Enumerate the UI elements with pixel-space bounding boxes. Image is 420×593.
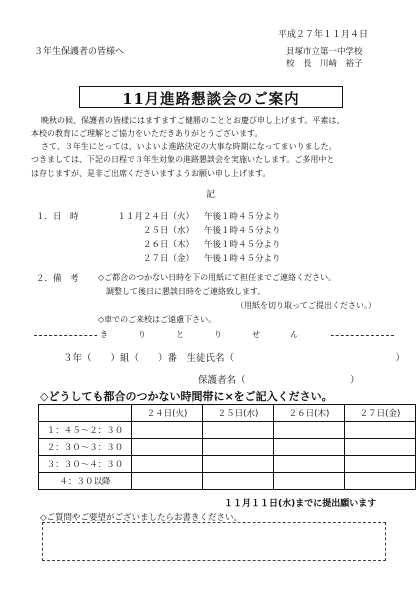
page-title: 11月進路懇談会のご案内: [122, 91, 300, 108]
availability-cell[interactable]: [132, 456, 203, 473]
availability-cell[interactable]: [132, 422, 203, 439]
time-slot-label: ４：３０以降: [39, 473, 132, 490]
ki-heading: 記: [206, 190, 216, 200]
availability-cell[interactable]: [274, 456, 345, 473]
note-line: ◇ご都合のつかない日時を下の用紙にて担任までご連絡ください。: [98, 273, 337, 282]
comments-label: ◇ご質問やご要望がございましたらお書きください。: [40, 513, 243, 523]
availability-cell[interactable]: [345, 422, 416, 439]
body-line: つきましては、下記の日程で３年生対象の進路懇談会を実施いたします。ご多用中と: [31, 155, 335, 165]
title-box: [79, 86, 343, 108]
schedule-row: [116, 210, 316, 222]
body-line: さて、３年生にとっては、いよいよ進路決定の大事な時期になってまいりました。: [41, 142, 337, 151]
column-header: ２６日(木): [274, 405, 345, 422]
guardian-name-field[interactable]: 保護者名（ ）: [198, 375, 360, 386]
body-line: 本校の教育にご理解とご協力をいただきありがとうございます。: [31, 129, 263, 139]
column-header: ２７日(金): [345, 405, 416, 422]
addressee: ３年生保護者の皆様へ: [34, 47, 125, 57]
note-line: （用紙を切り取ってご提出ください。）: [236, 301, 376, 310]
schedule-date: １１月２４日（火）: [117, 212, 194, 222]
schedule-row: [116, 224, 316, 236]
table-row: [39, 439, 416, 456]
schedule-time: 午後１時４５分より: [204, 212, 281, 222]
notes-label: ２．備 考: [36, 274, 79, 284]
table-corner-cell: [39, 405, 132, 422]
cut-line-text: きりとりせん: [97, 330, 331, 339]
cut-line-label: [34, 329, 394, 340]
announcement-paragraph: [31, 140, 337, 180]
availability-cell[interactable]: [274, 439, 345, 456]
schedule-time: 午後１時４５分より: [204, 254, 281, 264]
schedule-date: ２６日（木）: [142, 240, 194, 250]
note-line: ◇車でのご来校はご遠慮下さい。: [98, 315, 217, 324]
table-header-row: [39, 405, 416, 422]
school-name: 貝塚市立第一中学校: [286, 47, 363, 57]
time-slot-label: ２：３０～３：３０: [39, 439, 132, 456]
schedule-label: １．日 時: [36, 212, 79, 222]
document-date: 平成２７年１１月４日: [278, 30, 369, 40]
schedule-row: [116, 252, 316, 264]
availability-cell[interactable]: [274, 473, 345, 490]
availability-cell[interactable]: [345, 473, 416, 490]
availability-cell[interactable]: [203, 439, 274, 456]
availability-cell[interactable]: [345, 439, 416, 456]
student-name-field[interactable]: ３年（ ）組（ ）番 生徒氏名（ ）: [63, 353, 406, 364]
column-header: ２５日(水): [203, 405, 274, 422]
column-header: ２４日(火): [132, 405, 203, 422]
schedule-date: ２５日（水）: [142, 226, 194, 236]
availability-table: [38, 404, 416, 490]
time-slot-label: ３：３０～４：３０: [39, 456, 132, 473]
principal-name: 校 長 川﨑 裕子: [286, 59, 363, 69]
availability-cell[interactable]: [203, 456, 274, 473]
note-line: 調整して後日に懇談日時をご連絡致します。: [106, 287, 266, 296]
availability-cell[interactable]: [203, 473, 274, 490]
body-line: 晩秋の候、保護者の皆様にはますますご健勝のこととお慶び申し上げます。平素は、: [41, 116, 345, 125]
comments-box[interactable]: [42, 522, 386, 561]
time-slot-label: １：４５～２：３０: [39, 422, 132, 439]
body-line: は存じますが、是非ご出席くださいますようお願い申し上げます。: [31, 168, 271, 178]
greeting-paragraph: [31, 114, 344, 141]
schedule-date: ２７日（金）: [142, 254, 194, 264]
schedule-time: 午後１時４５分より: [204, 226, 281, 236]
availability-instruction: ◇どうしても都合のつかない時間帯に×をご記入ください。: [40, 390, 333, 403]
availability-cell[interactable]: [132, 473, 203, 490]
table-row: [39, 422, 416, 439]
availability-cell[interactable]: [203, 422, 274, 439]
submission-deadline: １１月１１日(水)までに提出願います: [224, 499, 377, 509]
availability-cell[interactable]: [274, 422, 345, 439]
schedule-row: [116, 238, 316, 250]
table-row: [39, 456, 416, 473]
availability-cell[interactable]: [132, 439, 203, 456]
availability-cell[interactable]: [345, 456, 416, 473]
schedule-time: 午後１時４５分より: [204, 240, 281, 250]
table-row: [39, 473, 416, 490]
